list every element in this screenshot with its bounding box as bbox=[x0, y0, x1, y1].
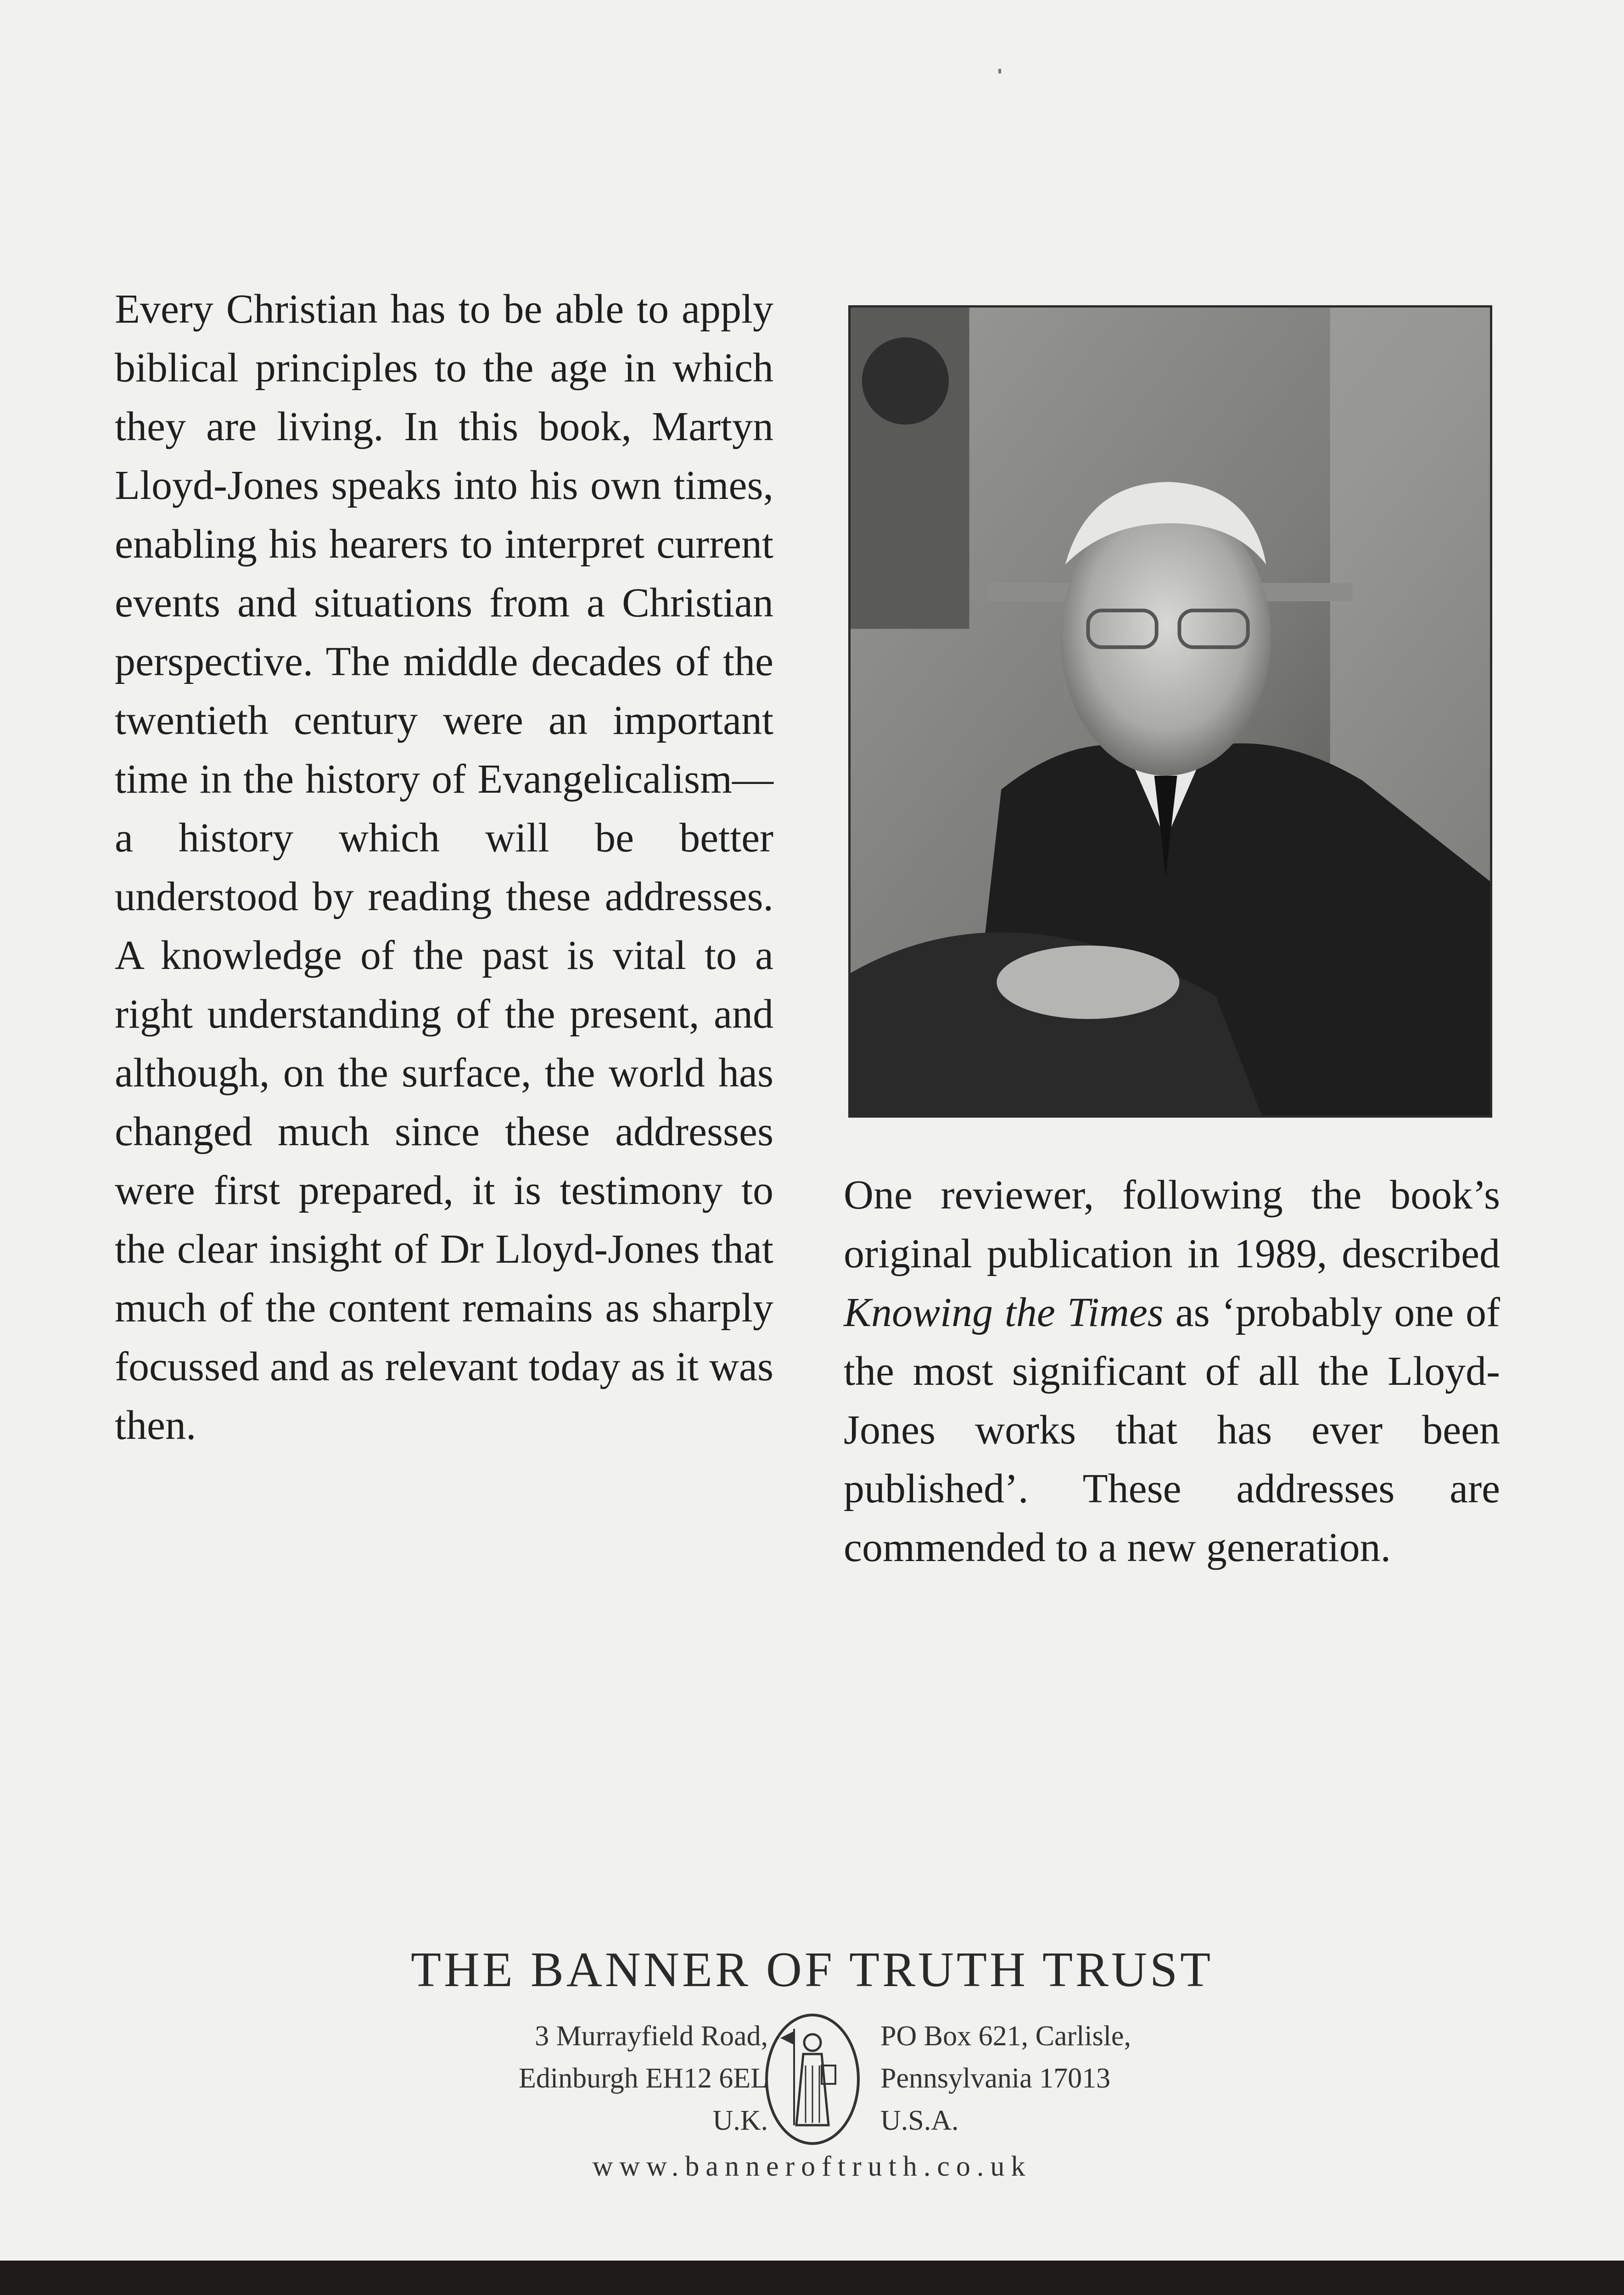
bottom-band bbox=[0, 2261, 1624, 2295]
blurb-right-part1: One reviewer, following the book’s original publication in 1989, described bbox=[844, 1172, 1500, 1276]
address-us bbox=[880, 2015, 1131, 2142]
address-us-line: PO Box 621, Carlisle, bbox=[880, 2021, 1131, 2052]
address-uk-line: U.K. bbox=[712, 2105, 768, 2136]
address-uk-line: 3 Murrayfield Road, bbox=[535, 2021, 768, 2052]
blurb-right-part2: as ‘probably one of the most significant of all the Lloyd-Jones works that has ever been published’. These addresses are commended to a new generation. bbox=[844, 1290, 1501, 1570]
author-photo bbox=[848, 305, 1492, 1118]
paper-speck bbox=[998, 69, 1001, 73]
address-us-line: U.S.A. bbox=[880, 2105, 959, 2136]
publisher-website: www.banneroftruth.co.uk bbox=[592, 2151, 1032, 2182]
address-us-line: Pennsylvania 17013 bbox=[880, 2063, 1111, 2094]
author-photo-image bbox=[851, 308, 1490, 1115]
publisher-name: THE BANNER OF TRUTH TRUST bbox=[410, 1942, 1214, 1997]
blurb-right bbox=[844, 1166, 1500, 1577]
address-uk-line: Edinburgh EH12 6EL bbox=[518, 2063, 768, 2094]
publisher-emblem-icon bbox=[760, 2010, 865, 2148]
blurb-left: Every Christian has to be able to apply biblical principles to the age in which they are living. In this book, Martyn Lloyd-Jones speaks into his own times, enabling his hearers to interpret current events and situations from a Christian perspective. The middle decades of the twentieth century were an important time in the history of Evangelicalism—a history which will be better understood by reading these addresses. A knowledge of the past is vital to a right understanding of the present, and although, on the surface, the world has changed much since these addresses were first prepared, it is testimony to the clear insight of Dr Lloyd-Jones that much of the content remains as sharply focussed and as relevant today as it was then. bbox=[115, 286, 773, 1448]
book-title: Knowing the Times bbox=[844, 1290, 1164, 1335]
address-uk bbox=[519, 2015, 768, 2142]
